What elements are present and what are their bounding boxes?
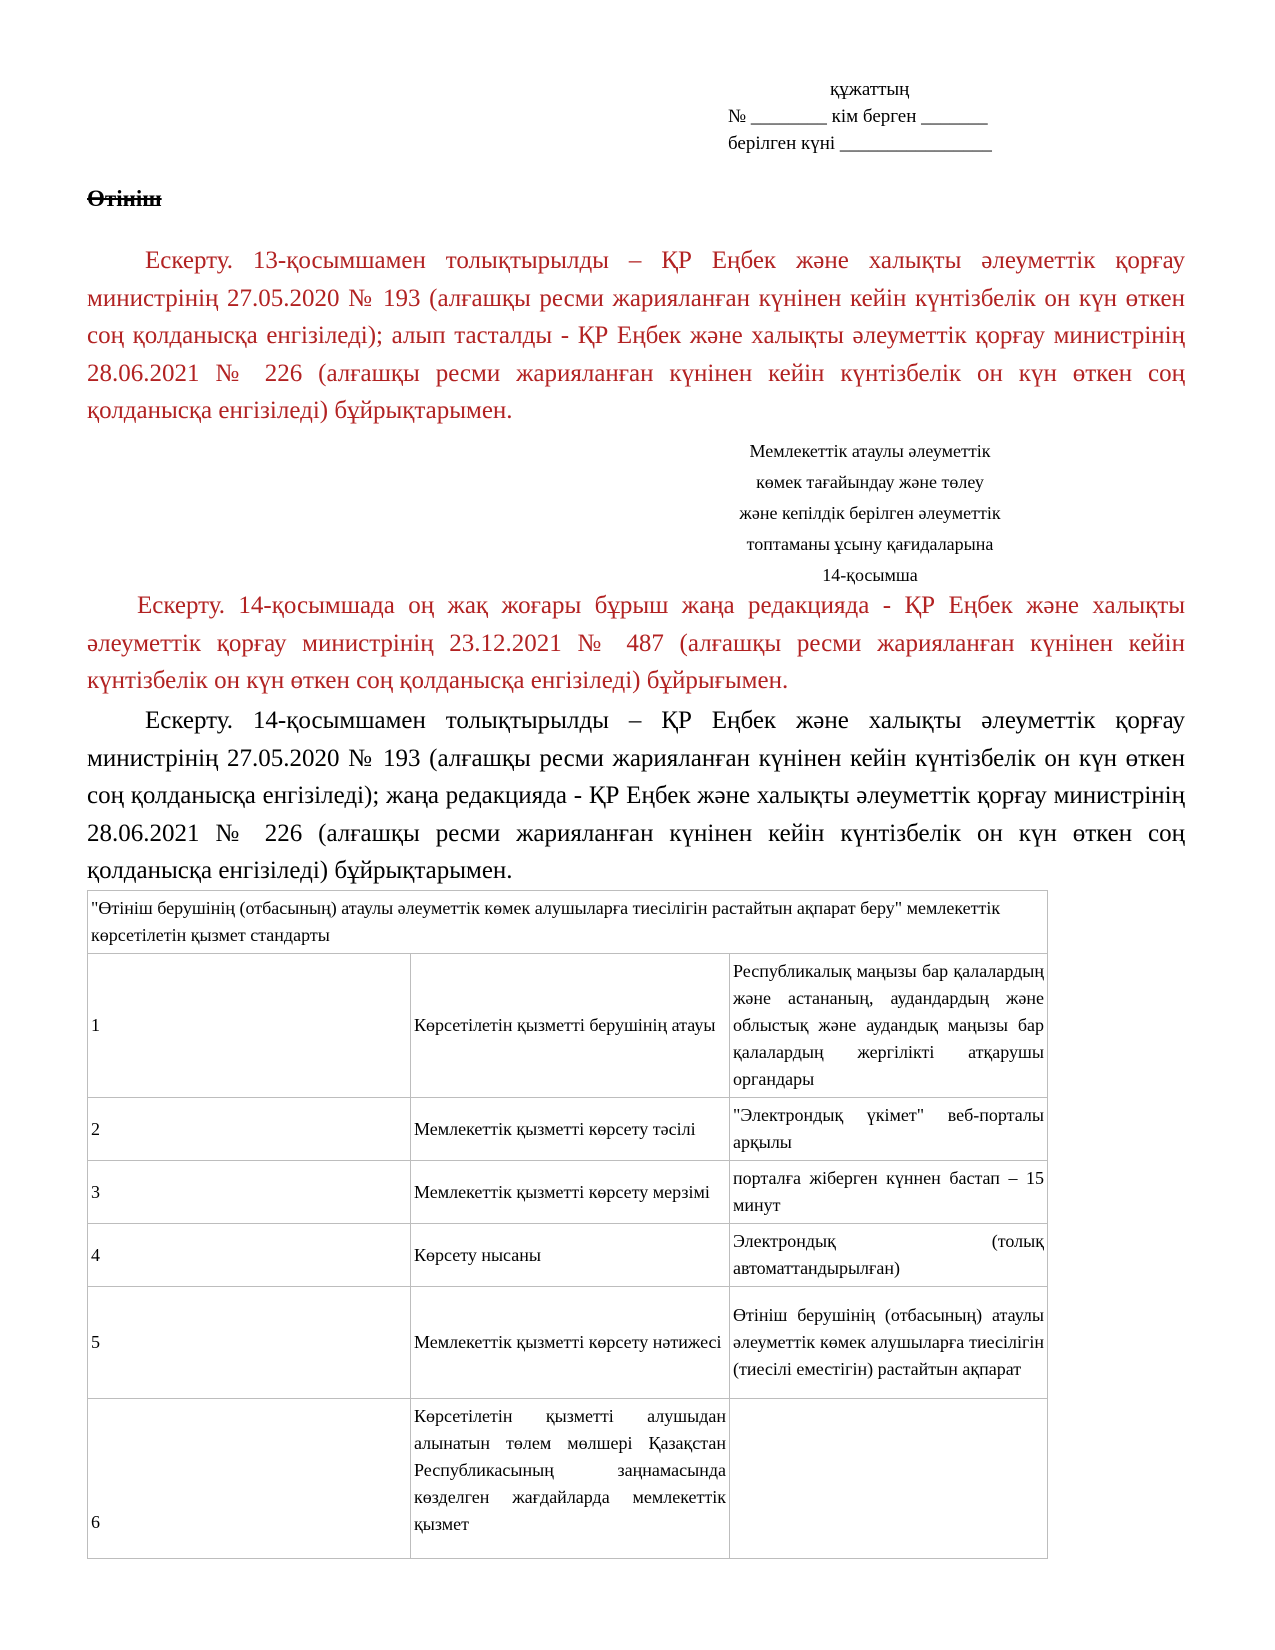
appendix-reference <box>700 436 1040 591</box>
row-number: 3 <box>88 1161 411 1224</box>
amendment-note-13: Ескерту. 13-қосымшамен толықтырылды – ҚР Еңбек және халықты әлеуметтік қорғау министрінің 27.05.2020 № 193 (алғашқы ресми жарияланған күнінен кейін күнтізбелік он күн өткен соң қолданысқа енгізіледі); алып тасталды - ҚР Еңбек және халықты әлеуметтік қорғау министрінің 28.06.2021 № 226 (алғашқы ресми жарияланған күнінен кейін күнтізбелік он күн өткен соң қолданысқа енгізіледі) бұйрықтарымен. <box>87 247 1185 424</box>
appendix-line-1: Мемлекеттік атаулы әлеуметтік <box>749 441 991 461</box>
table-row <box>88 1224 1048 1287</box>
header-line-1: құжаттың <box>830 79 910 100</box>
row-value: Электрондық (толық автоматтандырылған) <box>730 1224 1048 1287</box>
row-value: Өтініш берушінің (отбасының) атаулы әлеуметтік көмек алушыларға тиесілігін (тиесілі еместігін) растайтын ақпарат <box>730 1287 1048 1399</box>
appendix-line-4: топтаманы ұсыну қағидаларына <box>746 534 994 554</box>
page-title: Өтініш <box>87 186 162 211</box>
appendix-line-2: көмек тағайындау және төлеу <box>756 472 984 492</box>
amendment-note-14-header: Ескерту. 14-қосымшада оң жақ жоғары бұрыш жаңа редакцияда - ҚР Еңбек және халықты әлеуметтік қорғау министрінің 23.12.2021 № 487 (алғашқы ресми жарияланған күнінен кейін күнтізбелік он күн өткен соң қолданысқа енгізіледі) бұйрығымен. <box>87 592 1185 694</box>
table-row <box>88 1161 1048 1224</box>
row-label: Мемлекеттік қызметті көрсету тәсілі <box>411 1098 730 1161</box>
row-value <box>730 1399 1048 1559</box>
header-line-2: № ________ кім берген _______ <box>728 106 988 127</box>
table-row <box>88 1399 1048 1559</box>
amendment-note-14: Ескерту. 14-қосымшамен толықтырылды – ҚР Еңбек және халықты әлеуметтік қорғау министрінің 27.05.2020 № 193 (алғашқы ресми жарияланған күнінен кейін күнтізбелік он күн өткен соң қолданысқа енгізіледі); жаңа редакцияда - ҚР Еңбек және халықты әлеуметтік қорғау министрінің 28.06.2021 № 226 (алғашқы ресми жарияланған күнінен кейін күнтізбелік он күн өткен соң қолданысқа енгізіледі) бұйрықтарымен. <box>87 707 1185 884</box>
row-number: 6 <box>88 1399 411 1559</box>
appendix-line-3: және кепілдік берілген әлеуметтік <box>739 503 1001 523</box>
row-label: Көрсетілетін қызметті берушінің атауы <box>411 954 730 1098</box>
document-header <box>728 76 1048 157</box>
row-number: 2 <box>88 1098 411 1161</box>
row-number: 4 <box>88 1224 411 1287</box>
row-label: Көрсетілетін қызметті алушыдан алынатын төлем мөлшері Қазақстан Республикасының заңнамасында көзделген жағдайларда мемлекеттік қызмет <box>411 1399 730 1559</box>
row-label: Мемлекеттік қызметті көрсету мерзімі <box>411 1161 730 1224</box>
row-number: 5 <box>88 1287 411 1399</box>
table-row <box>88 954 1048 1098</box>
table-caption-row <box>88 891 1048 954</box>
row-value: "Электрондық үкімет" веб-порталы арқылы <box>730 1098 1048 1161</box>
appendix-line-5: 14-қосымша <box>822 565 918 585</box>
service-standard-table <box>87 890 1048 1559</box>
row-number: 1 <box>88 954 411 1098</box>
row-label: Көрсету нысаны <box>411 1224 730 1287</box>
row-value: порталға жіберген күннен бастап – 15 минут <box>730 1161 1048 1224</box>
row-label: Мемлекеттік қызметті көрсету нәтижесі <box>411 1287 730 1399</box>
table-caption: "Өтініш берушінің (отбасының) атаулы әлеуметтік көмек алушыларға тиесілігін растайтын ақпарат беру" мемлекеттік көрсетілетін қызмет стандарты <box>88 891 1048 954</box>
row-value: Республикалық маңызы бар қалалардың және астананың, аудандардың және облыстық және аудандық маңызы бар қалалардың жергілікті атқарушы органдары <box>730 954 1048 1098</box>
header-line-3: берілген күні ________________ <box>728 133 992 154</box>
table-row <box>88 1287 1048 1399</box>
table-row <box>88 1098 1048 1161</box>
